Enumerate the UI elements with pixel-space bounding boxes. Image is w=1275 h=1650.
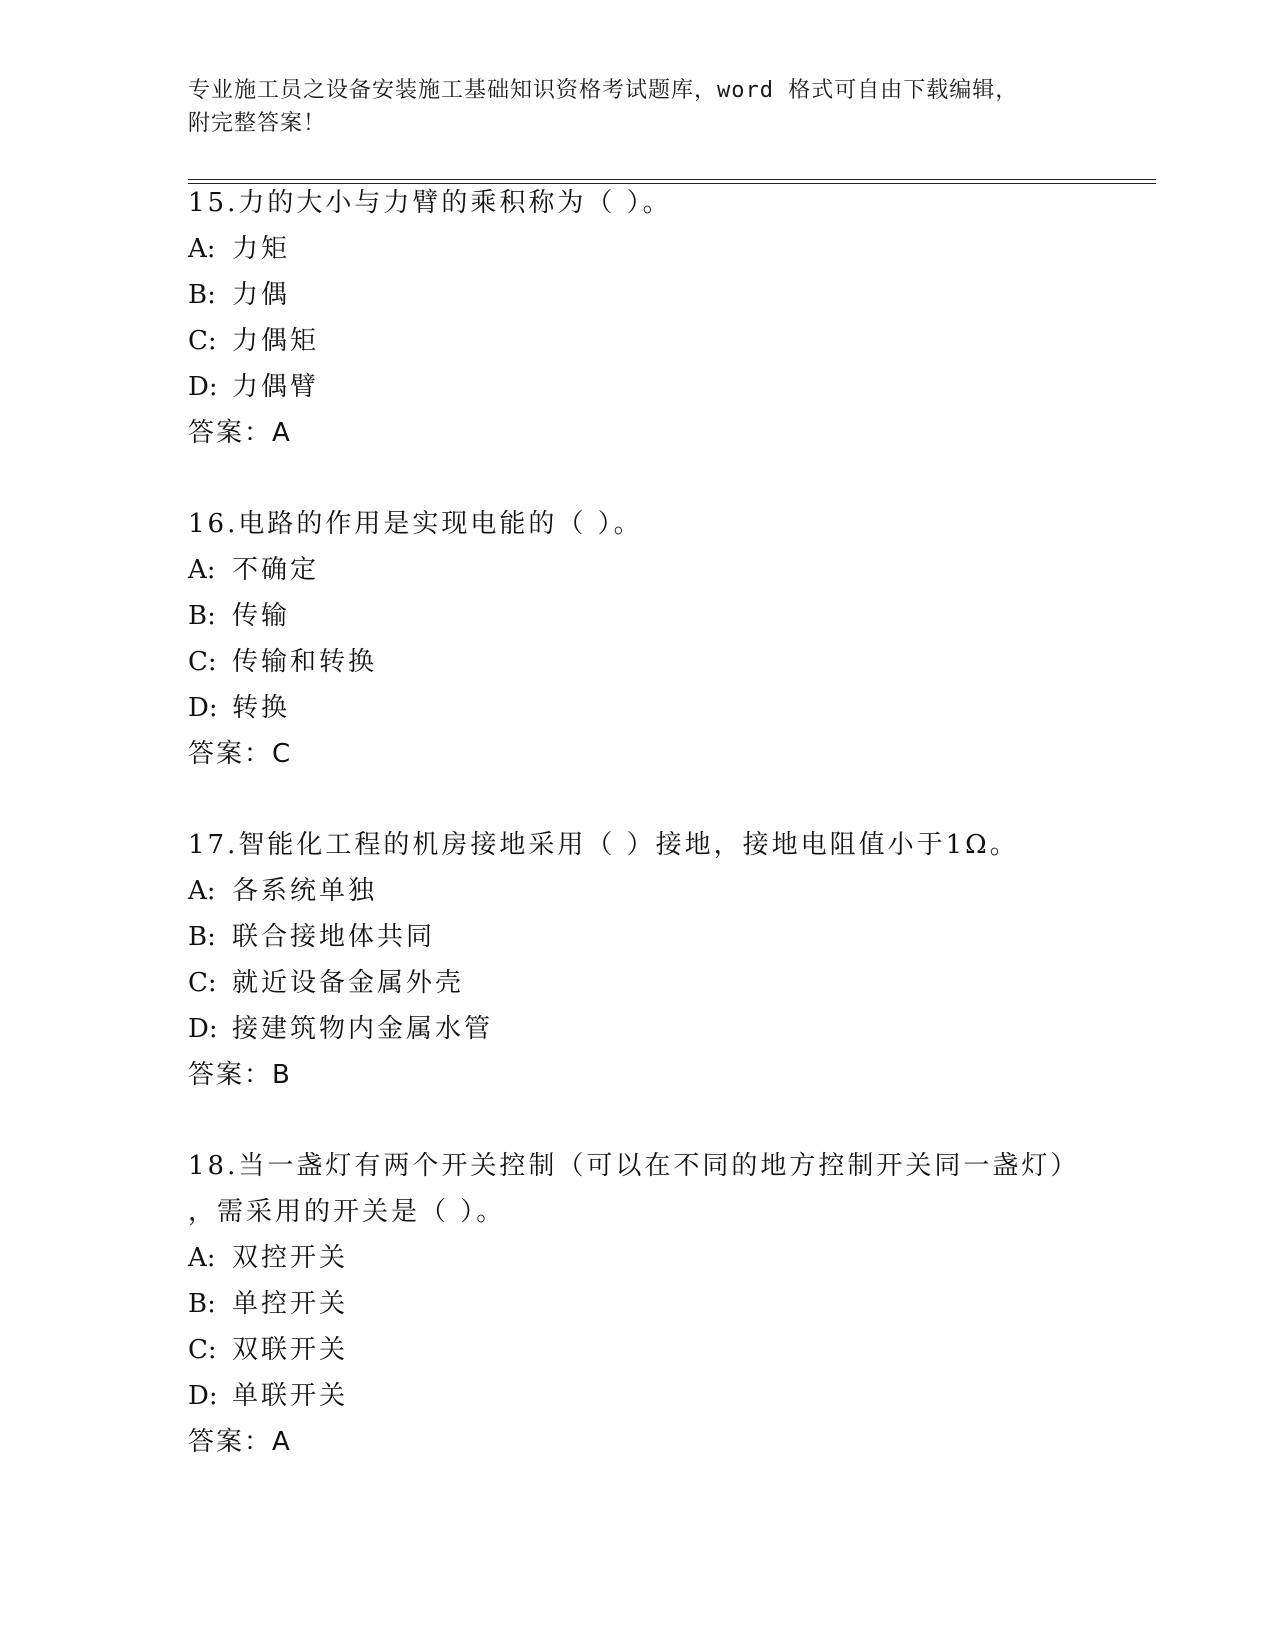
option-letter: B: (188, 1289, 216, 1319)
option-text: 传输 (232, 601, 291, 631)
option-letter: A: (188, 1243, 216, 1273)
option-text: 单控开关 (232, 1289, 349, 1319)
option-d (188, 1373, 1108, 1419)
option-letter: B: (188, 922, 216, 952)
option-text: 联合接地体共同 (232, 922, 436, 952)
option-b (188, 272, 1108, 318)
option-letter: B: (188, 280, 216, 310)
option-letter: D: (188, 1014, 218, 1044)
header-line-2: 附完整答案！ (188, 111, 327, 136)
option-text: 双联开关 (232, 1335, 349, 1365)
option-a (188, 1235, 1108, 1281)
answer-line: 答案：C (188, 739, 293, 769)
option-b (188, 593, 1108, 639)
option-text: 转换 (232, 693, 291, 723)
question-stem: 17.智能化工程的机房接地采用（ ）接地，接地电阻值小于1Ω。 (188, 830, 1019, 860)
question-stem: 18.当一盏灯有两个开关控制（可以在不同的地方控制开关同一盏灯） (188, 1151, 1080, 1181)
option-text: 单联开关 (232, 1381, 349, 1411)
option-b (188, 1281, 1108, 1327)
question-15 (188, 180, 1108, 456)
option-letter: A: (188, 234, 216, 264)
option-text: 力偶矩 (232, 326, 320, 356)
option-letter: D: (188, 1381, 218, 1411)
option-c (188, 318, 1108, 364)
answer-line: 答案：A (188, 1427, 292, 1457)
option-a (188, 547, 1108, 593)
option-b (188, 914, 1108, 960)
option-a (188, 226, 1108, 272)
option-letter: C: (188, 326, 217, 356)
option-letter: A: (188, 555, 216, 585)
option-letter: B: (188, 601, 216, 631)
header-line-1: 专业施工员之设备安装施工基础知识资格考试题库，word 格式可自由下载编辑， (188, 78, 1019, 103)
option-text: 双控开关 (232, 1243, 349, 1273)
question-16 (188, 501, 1108, 777)
answer-line: 答案：A (188, 418, 292, 448)
option-text: 力偶 (232, 280, 291, 310)
option-text: 传输和转换 (232, 647, 378, 677)
option-d (188, 685, 1108, 731)
option-d (188, 364, 1108, 410)
question-18 (188, 1143, 1108, 1465)
option-c (188, 639, 1108, 685)
option-d (188, 1006, 1108, 1052)
document-header (188, 74, 1068, 140)
option-letter: D: (188, 693, 218, 723)
option-text: 力偶臂 (232, 372, 320, 402)
option-letter: C: (188, 647, 217, 677)
answer-line: 答案：B (188, 1060, 292, 1090)
option-letter: C: (188, 968, 217, 998)
question-stem: 16.电路的作用是实现电能的（ ）。 (188, 509, 643, 539)
option-text: 就近设备金属外壳 (232, 968, 465, 998)
question-17 (188, 822, 1108, 1098)
option-letter: A: (188, 876, 216, 906)
option-letter: C: (188, 1335, 217, 1365)
option-c (188, 1327, 1108, 1373)
option-text: 接建筑物内金属水管 (232, 1014, 494, 1044)
option-text: 各系统单独 (232, 876, 378, 906)
question-stem-continued: ，需采用的开关是（ ）。 (188, 1197, 506, 1227)
option-letter: D: (188, 372, 218, 402)
option-c (188, 960, 1108, 1006)
option-text: 不确定 (232, 555, 320, 585)
question-stem: 15.力的大小与力臂的乘积称为（ ）。 (188, 188, 672, 218)
option-text: 力矩 (232, 234, 291, 264)
option-a (188, 868, 1108, 914)
